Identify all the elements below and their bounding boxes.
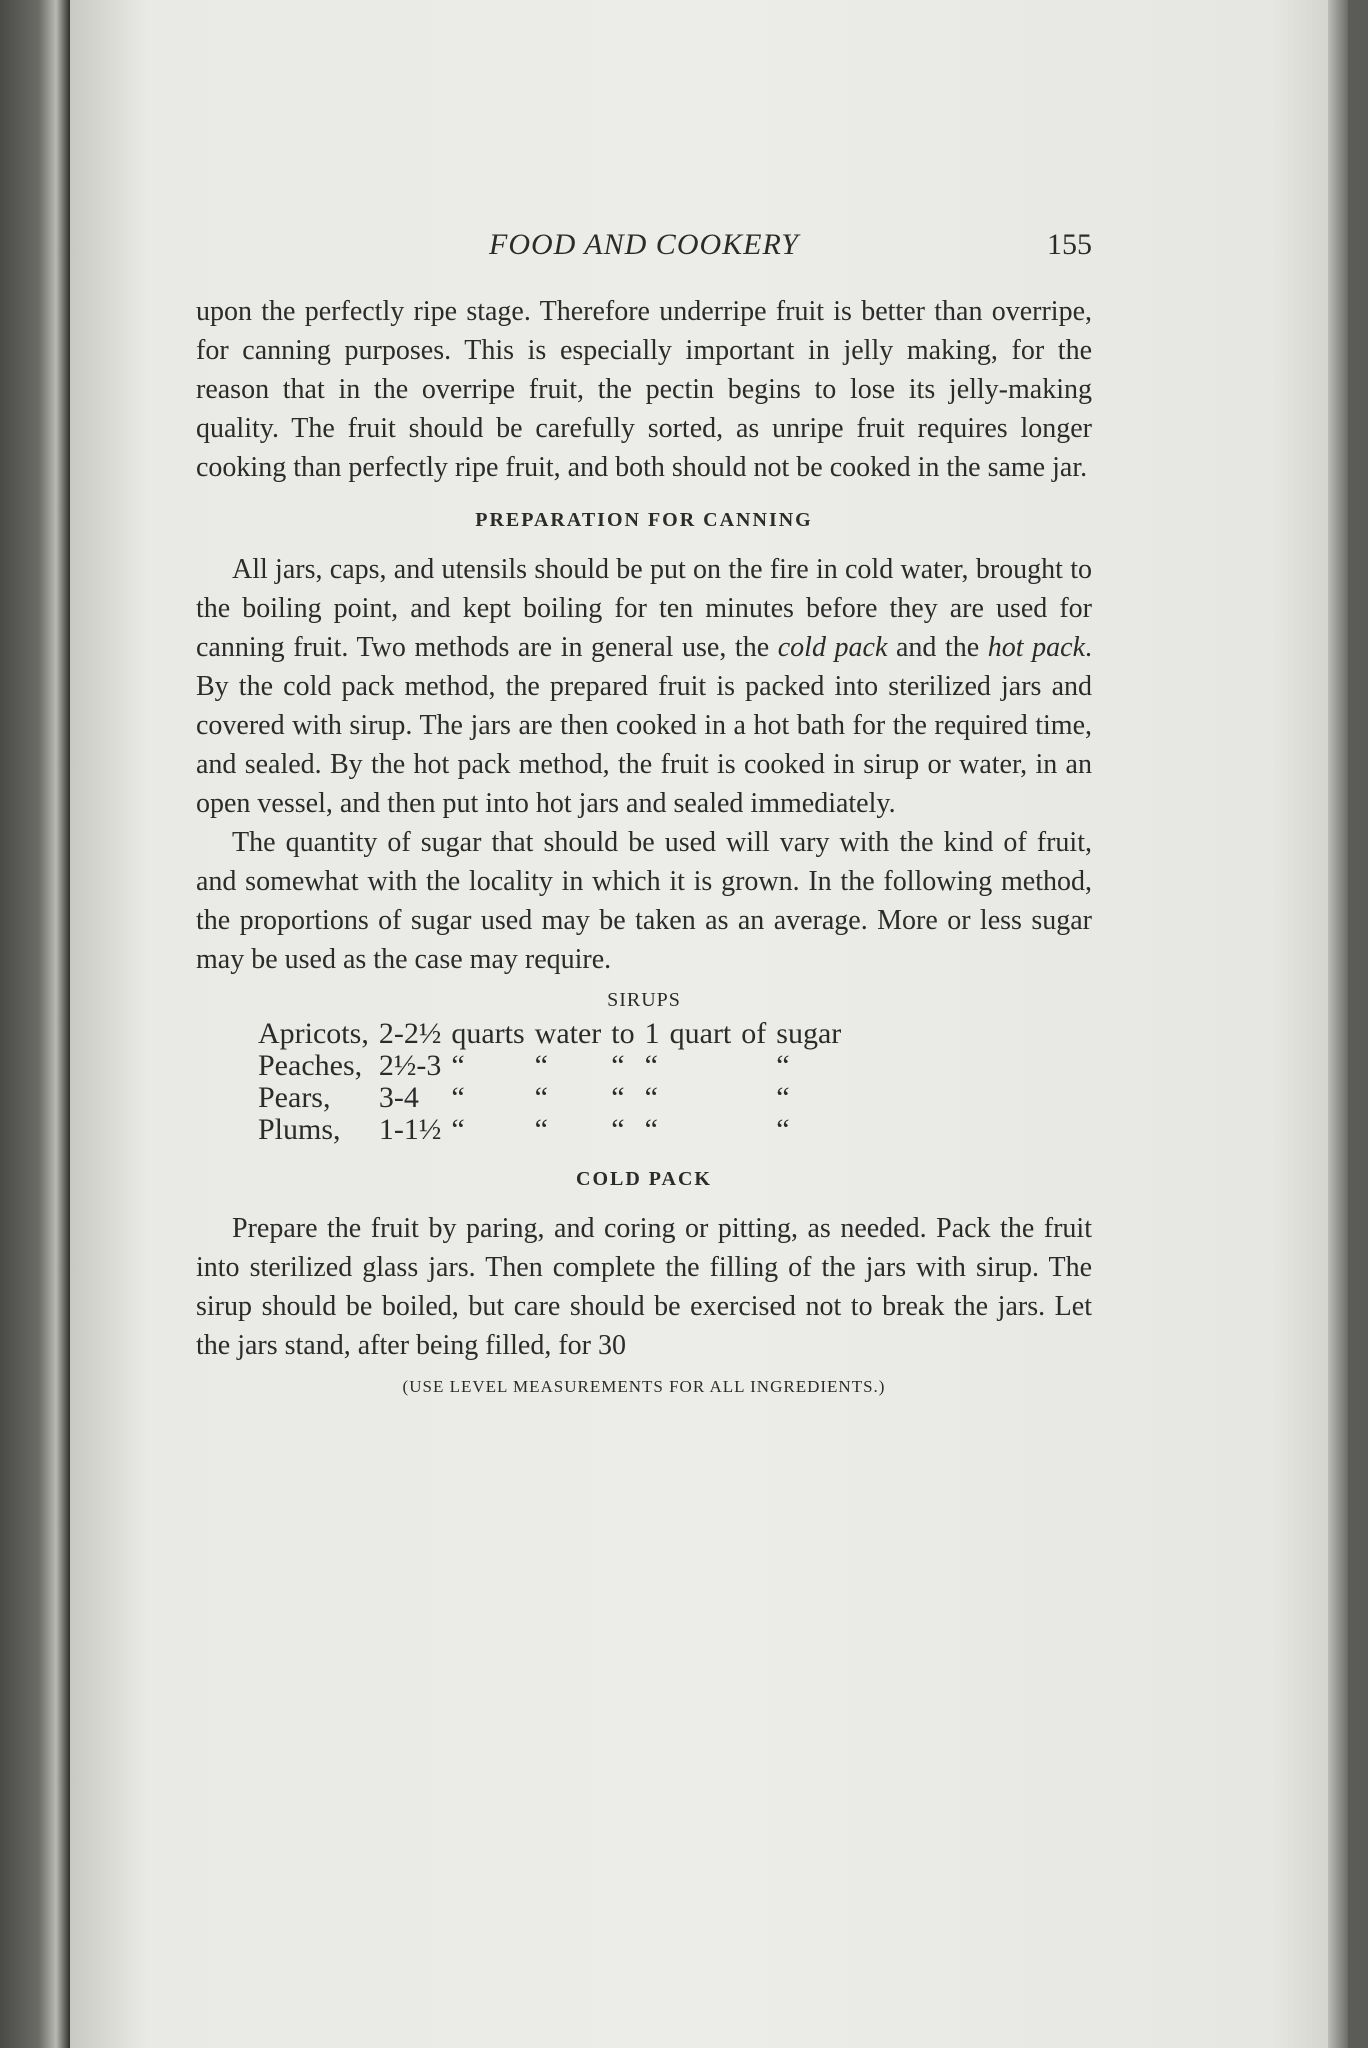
table-cell: “ [644,1081,658,1114]
table-cell [741,1050,776,1082]
term-hot-pack: hot pack [987,632,1086,663]
table-cell: “ [451,1113,465,1146]
page-content [196,228,1092,1397]
table-cell: “ [451,1081,465,1114]
table-cell [741,1082,776,1114]
paragraph-preparation-part-a: All jars, caps, and utensils should be put on the fire in cold water, brought to the boiling point, and kept boiling for ten minutes before they are used for canning fruit. Two methods are in general use, the [196,554,1092,663]
table-cell: “ [611,1113,625,1146]
table-cell [670,1082,742,1114]
table-cell: 2-2½ [378,1017,442,1050]
table-cell: “ [451,1049,465,1082]
table-cell: “ [644,1113,658,1146]
table-cell: water [534,1017,602,1050]
sirups-table [258,1018,851,1146]
table-row [258,1082,851,1114]
table-cell: Plums, [258,1113,341,1146]
paragraph-sugar-quantity: The quantity of sugar that should be used will vary with the kind of fruit, and somewhat with the locality in which it is grown. In the following method, the proportions of sugar used may be taken as an average. More or less sugar may be used as the case may require. [196,827,1092,975]
table-cell [670,1114,742,1146]
paragraph-preparation-part-c: . By the cold pack method, the prepared fruit is packed into sterilized jars and covered with sirup. The jars are then cooked in a hot bath for the required time, and sealed. By the hot pack method, the fruit is cooked in sirup or water, in an open vessel, and then put into hot jars and sealed immediately. [196,632,1093,819]
table-cell: “ [776,1049,790,1082]
heading-preparation-for-canning: PREPARATION FOR CANNING [475,509,813,531]
table-row [258,1050,851,1082]
table-cell: “ [534,1081,548,1114]
table-cell: “ [644,1049,658,1082]
table-cell [741,1114,776,1146]
table-cell: Pears, [258,1081,331,1114]
table-row [258,1114,851,1146]
paragraph-preparation-part-b: and the [887,632,988,663]
running-head [196,228,1092,272]
page-right-edge [1328,0,1348,2048]
table-cell: Peaches, [258,1049,363,1082]
table-cell: of [741,1017,767,1050]
footer-note: (USE LEVEL MEASUREMENTS FOR ALL INGREDIENTS.) [402,1377,886,1396]
heading-cold-pack: COLD PACK [576,1168,712,1190]
table-cell: 1 [644,1017,660,1050]
table-row [258,1018,851,1050]
table-cell: “ [611,1049,625,1082]
table-cell: 2½-3 [378,1049,442,1082]
table-cell: to [611,1017,635,1050]
table-cell: 1-1½ [378,1113,442,1146]
table-cell: “ [611,1081,625,1114]
paragraph-cold-pack: Prepare the fruit by paring, and coring or pitting, as needed. Pack the fruit into sterilized glass jars. Then complete the filling of the jars with sirup. The sirup should be boiled, but care should be exercised not to break the jars. Let the jars stand, after being filled, for 30 [196,1213,1092,1361]
table-cell: “ [534,1049,548,1082]
table-cell [670,1050,742,1082]
table-cell: “ [534,1113,548,1146]
table-cell: quart [669,1017,732,1050]
book-spine-edge [0,0,70,2048]
table-cell: “ [776,1113,790,1146]
table-cell: Apricots, [258,1017,369,1050]
paragraph-preparation [196,550,1092,823]
heading-sirups: SIRUPS [607,989,681,1011]
table-cell: sugar [776,1017,842,1050]
paragraph-ripeness: upon the perfectly ripe stage. Therefore underripe fruit is better than overripe, for canning purposes. This is especially important in jelly making, for the reason that in the overripe fruit, the pectin begins to lose its jelly-making quality. The fruit should be carefully sorted, as unripe fruit requires longer cooking than perfectly ripe fruit, and both should not be cooked in the same jar. [196,296,1092,483]
running-head-title: FOOD AND COOKERY [489,228,799,261]
table-cell: 3-4 [378,1081,419,1114]
table-cell: “ [776,1081,790,1114]
page-number: 155 [1047,228,1092,261]
table-cell: quarts [451,1017,525,1050]
term-cold-pack: cold pack [777,632,888,663]
